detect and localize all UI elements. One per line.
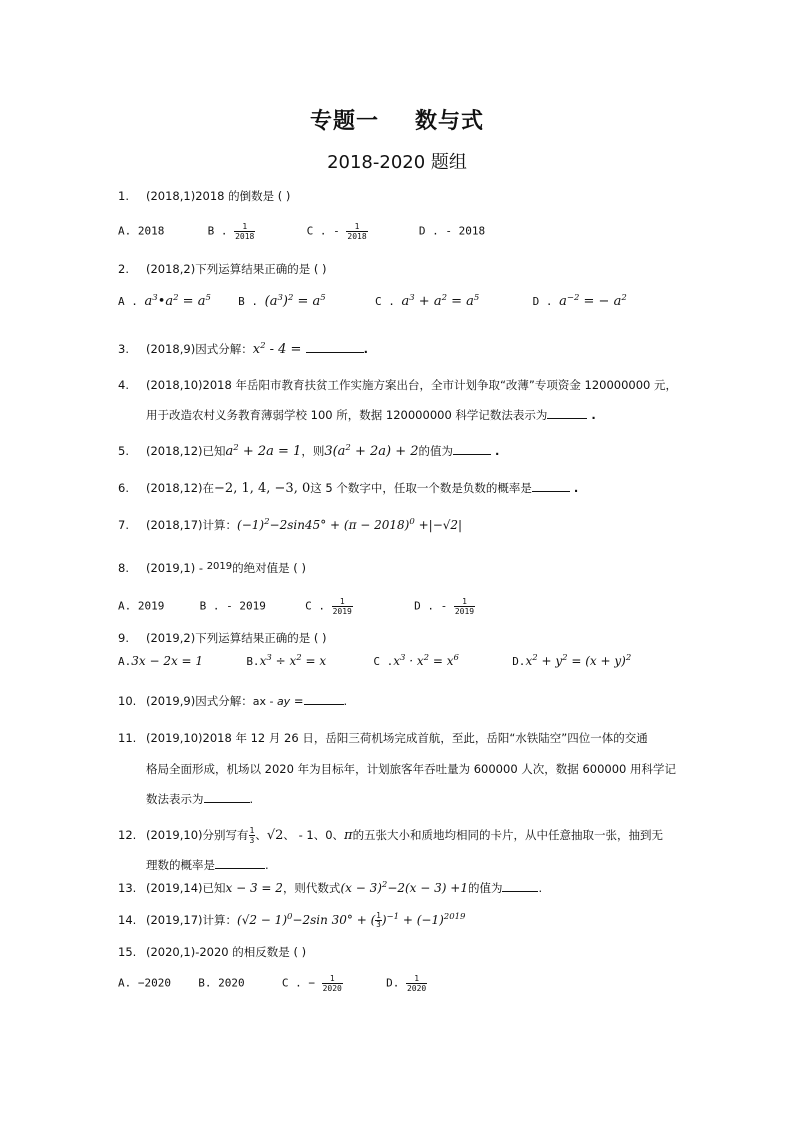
question-math-condition: x − 3 = 2 (225, 881, 283, 895)
options-8 (118, 597, 475, 616)
question-text-end: 的值为 (467, 881, 503, 895)
question-12 (118, 826, 663, 845)
question-text-mid: 、 - 1、0、 (283, 828, 345, 842)
question-number: 4. (118, 378, 129, 392)
pi-symbol: π (344, 828, 353, 843)
question-text: (2018,12)在 (146, 481, 215, 495)
question-number: 5. (118, 444, 129, 458)
question-text: (2018,2)下列运算结果正确的是 ( ) (146, 262, 327, 276)
options-1 (118, 222, 485, 241)
answer-blank[interactable] (502, 890, 538, 892)
question-number: 11. (118, 731, 137, 745)
option-a: A. −2020 (118, 976, 171, 990)
question-number: 14. (118, 913, 137, 927)
separator: 、 (255, 828, 267, 842)
option-d-fraction: $\frac{1}{2020}$ (406, 974, 427, 993)
option-d: D . - 2018 (418, 224, 486, 238)
question-text-end: = (290, 694, 304, 708)
option-a: A. 2019 (118, 599, 165, 613)
option-b: B . (238, 295, 258, 308)
question-number: 7. (118, 518, 129, 532)
question-math: $x^2 - 4$ = (252, 341, 306, 357)
option-c-math: $a^3 + a^2 = a^5$ (401, 293, 480, 309)
question-value: 2019 (206, 561, 233, 572)
question-text-continued: 用于改造农村义务教育薄弱学校 100 所，数据 120000000 科学记数法表示为 (146, 408, 548, 422)
question-11 (118, 730, 648, 746)
question-7 (118, 517, 462, 533)
question-text: (2018,9)因式分解： (146, 342, 253, 356)
option-c: C . (373, 655, 394, 668)
question-4 (118, 377, 677, 393)
option-d-math: $x^2 + y^2 = (x + y)^2$ (525, 653, 632, 668)
question-text-mid: ，则 (301, 444, 325, 458)
question-math-expression: $3(a^2 + 2a) + 2$ (324, 443, 419, 459)
option-c-fraction: $\frac{1}{2019}$ (332, 597, 352, 616)
option-d-fraction: $\frac{1}{2019}$ (454, 597, 475, 616)
question-number: 13. (118, 881, 137, 895)
question-text: (2018,1)2018 的倒数是 ( ) (146, 189, 291, 203)
option-b-fraction: $\frac{1}{2018}$ (235, 222, 255, 241)
option-c: C . - (306, 224, 340, 238)
question-14 (118, 912, 465, 929)
question-text-end: 的绝对值是 ( ) (232, 561, 306, 575)
option-d: D . - (414, 599, 448, 613)
answer-blank[interactable] (204, 801, 250, 803)
question-text: (2019,10)分别写有 (146, 828, 249, 842)
question-8 (118, 560, 306, 576)
question-1 (118, 188, 290, 204)
options-15 (118, 974, 427, 993)
option-d-math: $a^{-2}$ = − $a^2$ (559, 293, 627, 309)
answer-blank[interactable] (453, 453, 491, 455)
option-d: D . (532, 295, 553, 308)
options-2 (118, 294, 627, 309)
option-a: A . (118, 295, 138, 308)
option-b: B. (246, 655, 260, 668)
question-number: 12. (118, 828, 137, 842)
fraction: $\frac{1}{3}$ (249, 826, 255, 845)
question-text-continued: 理数的概率是 (146, 858, 215, 872)
option-d: D. (512, 655, 526, 668)
question-12-line-2: 理数的概率是 . (146, 858, 269, 872)
question-math-condition: $a^2 + 2a = 1$ (225, 443, 302, 459)
answer-blank[interactable] (215, 867, 265, 869)
number-list: −2, 1, 4, −3, 0 (214, 481, 311, 496)
answer-blank[interactable] (306, 351, 364, 353)
question-text: (2019,14)已知 (146, 881, 226, 895)
option-c-fraction: $\frac{1}{2018}$ (347, 222, 367, 241)
question-number: 9. (118, 631, 129, 645)
option-c: C . (305, 599, 325, 613)
question-text: (2019,17)计算： (146, 913, 238, 927)
question-math: ax - ay (252, 695, 291, 708)
question-number: 15. (118, 945, 137, 959)
question-number: 2. (118, 262, 129, 276)
option-c: C . (374, 295, 395, 308)
option-b-math: $x^3 \div x^2 = x$ (259, 653, 327, 668)
question-text: (2020,1)-2020 的相反数是 ( ) (146, 945, 307, 959)
page-title (0, 104, 794, 135)
question-11-line-2: 格局全面形成，机场以 2020 年为目标年，计划旅客年吞吐量为 600000 人次，数据 600000 用科学记 (146, 762, 676, 776)
question-number: 8. (118, 561, 129, 575)
page-subtitle: 2018-2020 题组 (327, 152, 467, 173)
question-text: (2018,17)计算： (146, 518, 238, 532)
title-right: 数与式 (415, 109, 485, 134)
question-text-mid: ，则代数式 (282, 881, 341, 895)
question-5: 5. (2018,12)已知$a^2 + 2a = 1$，则$3(a^2 + 2a) + 2$的值为 . (118, 443, 500, 459)
question-11-line-3: 数法表示为 . (146, 792, 254, 806)
question-text-end: 这 5 个数字中，任取一个数是负数的概率是 (310, 481, 532, 495)
question-2 (118, 261, 327, 277)
question-15 (118, 944, 306, 960)
question-text: (2019,10)2018 年 12 月 26 日，岳阳三荷机场完成首航，至此，岳阳“水铁陆空”四位一体的交通 (146, 731, 648, 745)
option-c: C . − (281, 976, 315, 990)
sqrt-two: √2 (266, 828, 284, 843)
question-math: $(-1)^2-2\sin 45^\circ + (\pi - 2018)^0 +|-√2|$ (237, 517, 463, 532)
option-b: B. 2020 (198, 976, 245, 990)
question-text-end: 的值为 (418, 444, 454, 458)
option-a: A. (118, 655, 132, 668)
answer-blank[interactable] (304, 703, 344, 705)
option-d: D. (386, 976, 400, 990)
option-b: B . - 2019 (199, 599, 266, 613)
question-text: (2019,9)因式分解： (146, 694, 253, 708)
option-a-math: $a^3•a^2 = a^5$ (144, 293, 211, 309)
answer-blank[interactable] (547, 417, 587, 419)
question-text: (2019,1) - (146, 561, 207, 575)
question-6: 6. (2018,12)在−2, 1, 4, −3, 0这 5 个数字中，任取一个数是负数的概率是 . (118, 481, 579, 496)
option-a: A. 2018 (118, 224, 165, 238)
question-math-expression: $(x - 3)^2-2(x - 3) +1$ (340, 880, 468, 895)
question-number: 3. (118, 342, 129, 356)
option-c-fraction: $\frac{1}{2020}$ (322, 974, 342, 993)
options-9 (118, 654, 631, 668)
question-4-line-2: 用于改造农村义务教育薄弱学校 100 所，数据 120000000 科学记数法表示为 . (146, 408, 596, 422)
question-number: 1. (118, 189, 129, 203)
option-b: B . (207, 224, 228, 238)
question-text-continued: 数法表示为 (146, 792, 204, 806)
question-text-end: 的五张大小和质地均相同的卡片，从中任意抽取一张，抽到无 (352, 828, 664, 842)
question-number: 6. (118, 481, 129, 495)
option-b-math: $(a^3)^2 = a^5$ (264, 293, 326, 309)
question-3: 3. (2018,9)因式分解：$x^2 - 4$ = . (118, 341, 368, 357)
question-text: (2018,10)2018 年岳阳市教育扶贫工作实施方案出台，全市计划争取“改薄”专项资金 120000000 元， (146, 378, 678, 392)
question-9 (118, 630, 327, 646)
option-a-math: 3x − 2x = 1 (131, 654, 204, 668)
title-left: 专题一 (309, 109, 379, 134)
question-10: 10. (2019,9)因式分解：ax - ay = . (118, 694, 348, 708)
question-text: (2019,2)下列运算结果正确的是 ( ) (146, 631, 327, 645)
question-text: (2018,12)已知 (146, 444, 226, 458)
option-c-math: $x^3 \cdot x^2 = x^6$ (393, 653, 459, 668)
question-number: 10. (118, 694, 137, 708)
question-math: $(√2 - 1)^0-2\sin$ 30° + ( $\frac{1}{3}$ )$^{-1} + (-1)^{2019}$ (237, 911, 466, 929)
question-13: 13. (2019,14)已知x − 3 = 2，则代数式$(x - 3)^2-2(x - 3) +1$的值为 . (118, 880, 543, 895)
answer-blank[interactable] (532, 490, 570, 492)
